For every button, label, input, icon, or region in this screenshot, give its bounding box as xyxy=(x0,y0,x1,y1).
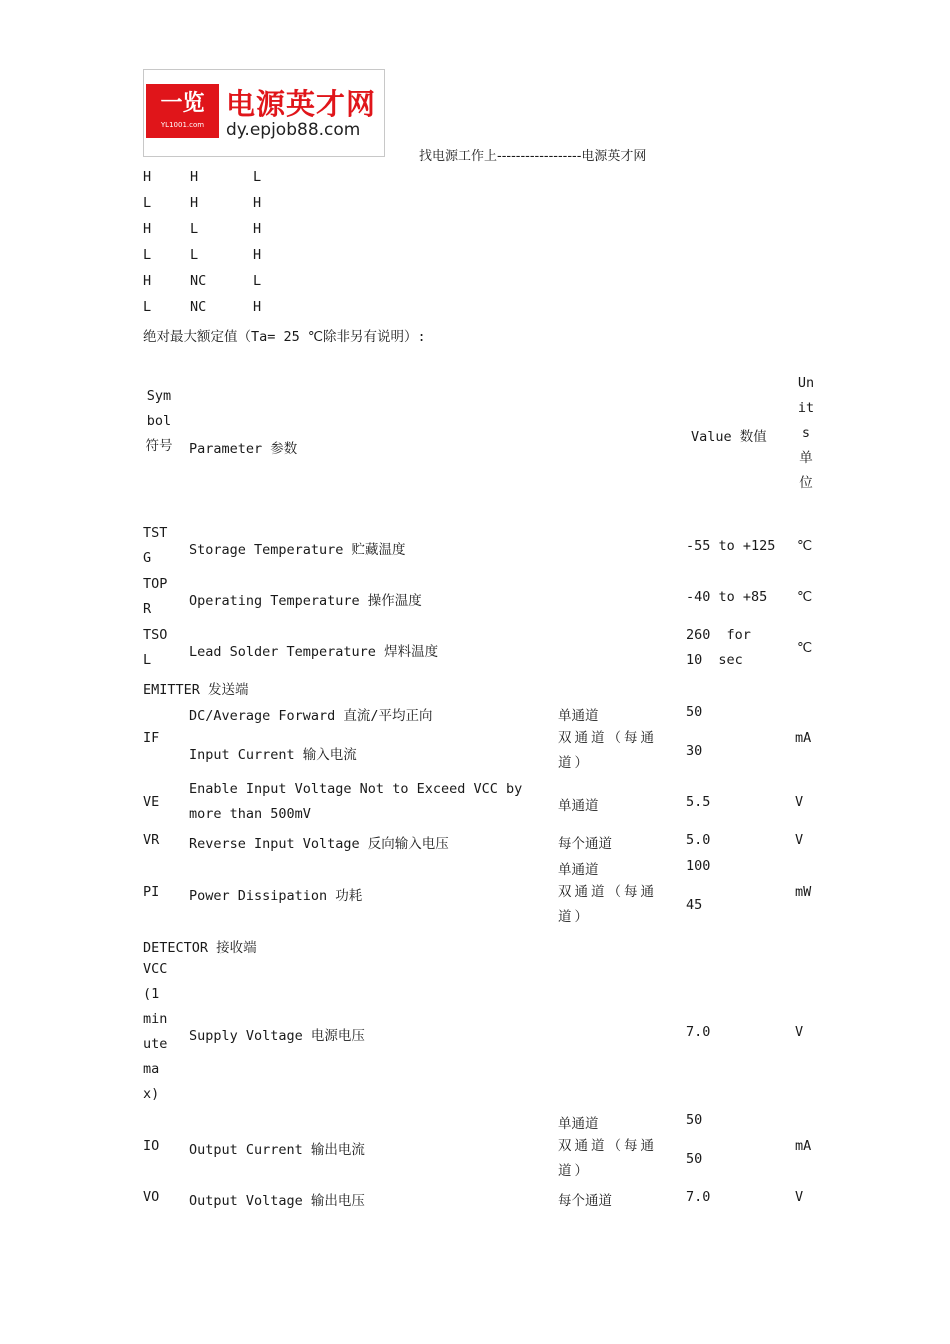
param-tsol: Lead Solder Temperature 焊料温度 xyxy=(189,644,439,660)
truth-cell: L xyxy=(143,299,152,315)
param-vr: Reverse Input Voltage 反向输入电压 xyxy=(189,836,449,852)
value-tsol: 260 for 10 sec xyxy=(686,627,751,668)
truth-cell: H xyxy=(143,273,152,289)
value-vr: 5.0 xyxy=(686,832,711,848)
truth-cell: H xyxy=(253,299,262,315)
value-ve: 5.5 xyxy=(686,794,711,810)
param-vcc: Supply Voltage 电源电压 xyxy=(189,1028,365,1044)
truth-cell: NC xyxy=(190,299,207,315)
symbol-tstg: TSTG xyxy=(143,525,168,566)
header-value: Value 数值 xyxy=(691,429,767,445)
unit-io: mA xyxy=(795,1138,812,1154)
truth-cell: H xyxy=(190,169,199,185)
symbol-io: IO xyxy=(143,1138,160,1154)
cond-ve: 单通道 xyxy=(558,798,599,814)
truth-cell: L xyxy=(253,273,262,289)
symbol-vcc: VCC (1 minute max) xyxy=(143,961,168,1102)
symbol-vr: VR xyxy=(143,832,160,848)
truth-cell: NC xyxy=(190,273,207,289)
symbol-vo: VO xyxy=(143,1189,160,1205)
value-if-single: 50 xyxy=(686,704,703,720)
cond-vr: 每个通道 xyxy=(558,836,612,852)
logo-site-name: 电源英才网 xyxy=(226,87,377,121)
truth-cell: L xyxy=(143,195,152,211)
emitter-section-title: EMITTER 发送端 xyxy=(143,682,249,698)
value-io-dual: 50 xyxy=(686,1151,703,1167)
truth-cell: L xyxy=(143,247,152,263)
symbol-topr: TOPR xyxy=(143,576,168,617)
unit-tstg: ℃ xyxy=(797,538,813,554)
logo-mark-subtext: YL1001.com xyxy=(160,121,205,129)
value-tstg: -55 to +125 xyxy=(686,538,776,554)
cond-io-dual: 双通道（每通道） xyxy=(558,1138,657,1179)
logo-site-url: dy.epjob88.com xyxy=(226,120,361,140)
cond-if-dual: 双通道（每通道） xyxy=(558,730,657,771)
param-if-line2: Input Current 输入电流 xyxy=(189,747,357,763)
header-units: Units单位 xyxy=(797,375,815,491)
unit-vcc: V xyxy=(795,1024,804,1040)
truth-cell: L xyxy=(190,247,199,263)
detector-section-title: DETECTOR 接收端 xyxy=(143,940,257,956)
param-vo: Output Voltage 输出电压 xyxy=(189,1193,365,1209)
unit-pi: mW xyxy=(795,884,812,900)
cond-pi-single: 单通道 xyxy=(558,862,599,878)
truth-cell: H xyxy=(143,221,152,237)
param-pi: Power Dissipation 功耗 xyxy=(189,888,363,904)
truth-cell: L xyxy=(253,169,262,185)
header-parameter: Parameter 参数 xyxy=(189,441,298,457)
truth-cell: H xyxy=(190,195,199,211)
unit-if: mA xyxy=(795,730,812,746)
value-vo: 7.0 xyxy=(686,1189,711,1205)
value-pi-dual: 45 xyxy=(686,897,703,913)
value-vcc: 7.0 xyxy=(686,1024,711,1040)
cond-pi-dual: 双通道（每通道） xyxy=(558,884,657,925)
unit-vr: V xyxy=(795,832,804,848)
symbol-tsol: TSOL xyxy=(143,627,168,668)
ratings-title: 绝对最大额定值（Ta= 25 ℃除非另有说明）: xyxy=(143,329,426,345)
truth-cell: L xyxy=(190,221,199,237)
symbol-ve: VE xyxy=(143,794,160,810)
truth-cell: H xyxy=(253,195,262,211)
param-tstg: Storage Temperature 贮藏温度 xyxy=(189,542,406,558)
logo-mark-text: 一览 xyxy=(160,91,205,116)
param-topr: Operating Temperature 操作温度 xyxy=(189,593,422,609)
logo-mark xyxy=(146,84,219,138)
value-if-dual: 30 xyxy=(686,743,703,759)
param-if-line1: DC/Average Forward 直流/平均正向 xyxy=(189,708,433,724)
cond-io-single: 单通道 xyxy=(558,1116,599,1132)
symbol-if: IF xyxy=(143,730,160,746)
unit-tsol: ℃ xyxy=(797,640,813,656)
unit-topr: ℃ xyxy=(797,589,813,605)
header-symbol: Symbol符号 xyxy=(145,388,173,454)
cond-vo: 每个通道 xyxy=(558,1193,612,1209)
unit-ve: V xyxy=(795,794,804,810)
truth-cell: H xyxy=(253,221,262,237)
value-pi-single: 100 xyxy=(686,858,711,874)
header-tagline: 找电源工作上------------------电源英才网 xyxy=(419,149,647,164)
cond-if-single: 单通道 xyxy=(558,708,599,724)
symbol-pi: PI xyxy=(143,884,160,900)
unit-vo: V xyxy=(795,1189,804,1205)
site-logo xyxy=(143,69,385,157)
value-topr: -40 to +85 xyxy=(686,589,768,605)
value-io-single: 50 xyxy=(686,1112,703,1128)
param-ve: Enable Input Voltage Not to Exceed VCC by more than 500mV xyxy=(189,781,523,822)
truth-cell: H xyxy=(253,247,262,263)
param-io: Output Current 输出电流 xyxy=(189,1142,365,1158)
truth-cell: H xyxy=(143,169,152,185)
